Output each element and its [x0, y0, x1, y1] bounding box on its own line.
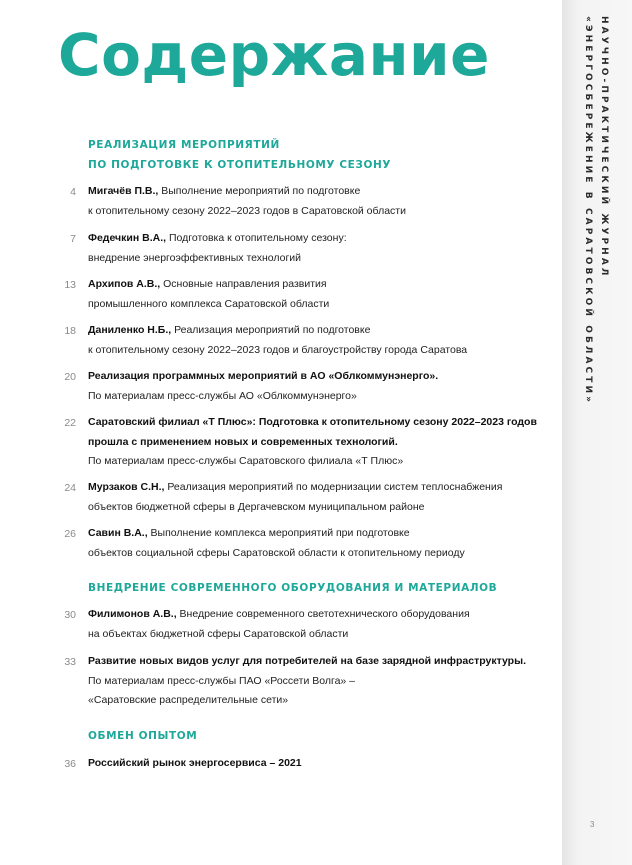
- entry-text: [88, 413, 558, 472]
- section-heading-line: РЕАЛИЗАЦИЯ МЕРОПРИЯТИЙ: [88, 139, 280, 151]
- journal-sidebar: [562, 0, 632, 865]
- entry-title-cont: внедрение энергоэффективных технологий: [88, 251, 302, 264]
- entry-text: [88, 754, 558, 774]
- entry-title: Подготовка к отопительному сезону:: [166, 232, 347, 244]
- entry-title-bold: Российский рынок энергосервиса – 2021: [88, 757, 302, 769]
- entry-title-cont: объектов бюджетной сферы в Дергачевском муниципальном районе: [88, 500, 425, 513]
- entry-author: Мигачёв П.В.,: [88, 185, 159, 197]
- section-heading-experience: [88, 726, 197, 746]
- page-title: Содержание: [58, 21, 491, 89]
- entry-page-number: 18: [64, 325, 76, 337]
- section-heading-line: ВНЕДРЕНИЕ СОВРЕМЕННОГО ОБОРУДОВАНИЯ И МАТЕРИАЛОВ: [88, 582, 498, 594]
- entry-title-cont: промышленного комплекса Саратовской области: [88, 297, 330, 310]
- entry-page-number: 7: [70, 233, 76, 245]
- entry-page-number: 22: [64, 417, 76, 429]
- entry-author: Мурзаков С.Н.,: [88, 481, 165, 493]
- entry-title-bold: Реализация программных мероприятий в АО «Облкоммунэнерго».: [88, 370, 439, 382]
- entry-title-bold: Саратовский филиал «Т Плюс»: Подготовка к отопительному сезону 2022–2023 годов: [88, 416, 537, 428]
- entry-text: [88, 652, 558, 711]
- entry-title: Реализация мероприятий по модернизации систем теплоснабжения: [164, 481, 503, 493]
- entry-title-cont: на объектах бюджетной сферы Саратовской области: [88, 627, 349, 640]
- entry-title-cont: к отопительному сезону 2022–2023 годов в Саратовской области: [88, 204, 406, 217]
- entry-title-bold-cont: прошла с применением новых и современных технологий.: [88, 435, 398, 448]
- entry-source-cont: «Саратовские распределительные сети»: [88, 694, 289, 706]
- journal-name: «ЭНЕРГОСБЕРЕЖЕНИЕ В САРАТОВСКОЙ ОБЛАСТИ»: [583, 16, 593, 406]
- entry-text: [88, 182, 558, 221]
- entry-text: [88, 478, 558, 517]
- entry-title: Выполнение комплекса мероприятий при подготовке: [147, 527, 410, 539]
- entry-text: [88, 524, 558, 563]
- entry-text: [88, 229, 558, 268]
- entry-author: Филимонов А.В.,: [88, 608, 177, 620]
- entry-title: Внедрение современного светотехнического оборудования: [176, 608, 470, 620]
- entry-source: По материалам пресс-службы АО «Облкоммунэнерго»: [88, 389, 357, 402]
- entry-author: Даниленко Н.Б.,: [88, 324, 172, 336]
- entry-author: Савин В.А.,: [88, 527, 148, 539]
- section-heading-equipment: [88, 578, 497, 598]
- section-heading-line: ПО ПОДГОТОВКЕ К ОТОПИТЕЛЬНОМУ СЕЗОНУ: [88, 159, 392, 171]
- entry-page-number: 26: [64, 528, 76, 540]
- entry-text: [88, 321, 558, 360]
- section-heading-line: ОБМЕН ОПЫТОМ: [88, 730, 198, 742]
- entry-source: По материалам пресс-службы Саратовского филиала «Т Плюс»: [88, 455, 404, 467]
- entry-source: По материалам пресс-службы ПАО «Россети Волга» –: [88, 674, 356, 687]
- entry-title: Реализация мероприятий по подготовке: [171, 324, 371, 336]
- entry-author: Архипов А.В.,: [88, 278, 161, 290]
- entry-title-bold: Развитие новых видов услуг для потребителей на базе зарядной инфраструктуры.: [88, 655, 526, 667]
- journal-label: НАУЧНО-ПРАКТИЧЕСКИЙ ЖУРНАЛ: [599, 16, 609, 279]
- entry-text: [88, 367, 558, 406]
- entry-page-number: 33: [64, 656, 76, 668]
- entry-page-number: 20: [64, 371, 76, 383]
- entry-text: [88, 605, 558, 644]
- entry-page-number: 30: [64, 609, 76, 621]
- entry-page-number: 13: [64, 279, 76, 291]
- entry-page-number: 4: [70, 186, 76, 198]
- entry-text: [88, 275, 558, 314]
- entry-page-number: 36: [64, 758, 76, 770]
- entry-title-cont: к отопительному сезону 2022–2023 годов и благоустройству города Саратова: [88, 343, 468, 356]
- section-heading-heating: [88, 135, 391, 175]
- entry-title: Основные направления развития: [160, 278, 327, 290]
- page-number: 3: [590, 820, 595, 829]
- entry-title-cont: объектов социальной сферы Саратовской области к отопительному периоду: [88, 546, 465, 559]
- entry-title: Выполнение мероприятий по подготовке: [158, 185, 361, 197]
- entry-author: Федечкин В.А.,: [88, 232, 167, 244]
- entry-page-number: 24: [64, 482, 76, 494]
